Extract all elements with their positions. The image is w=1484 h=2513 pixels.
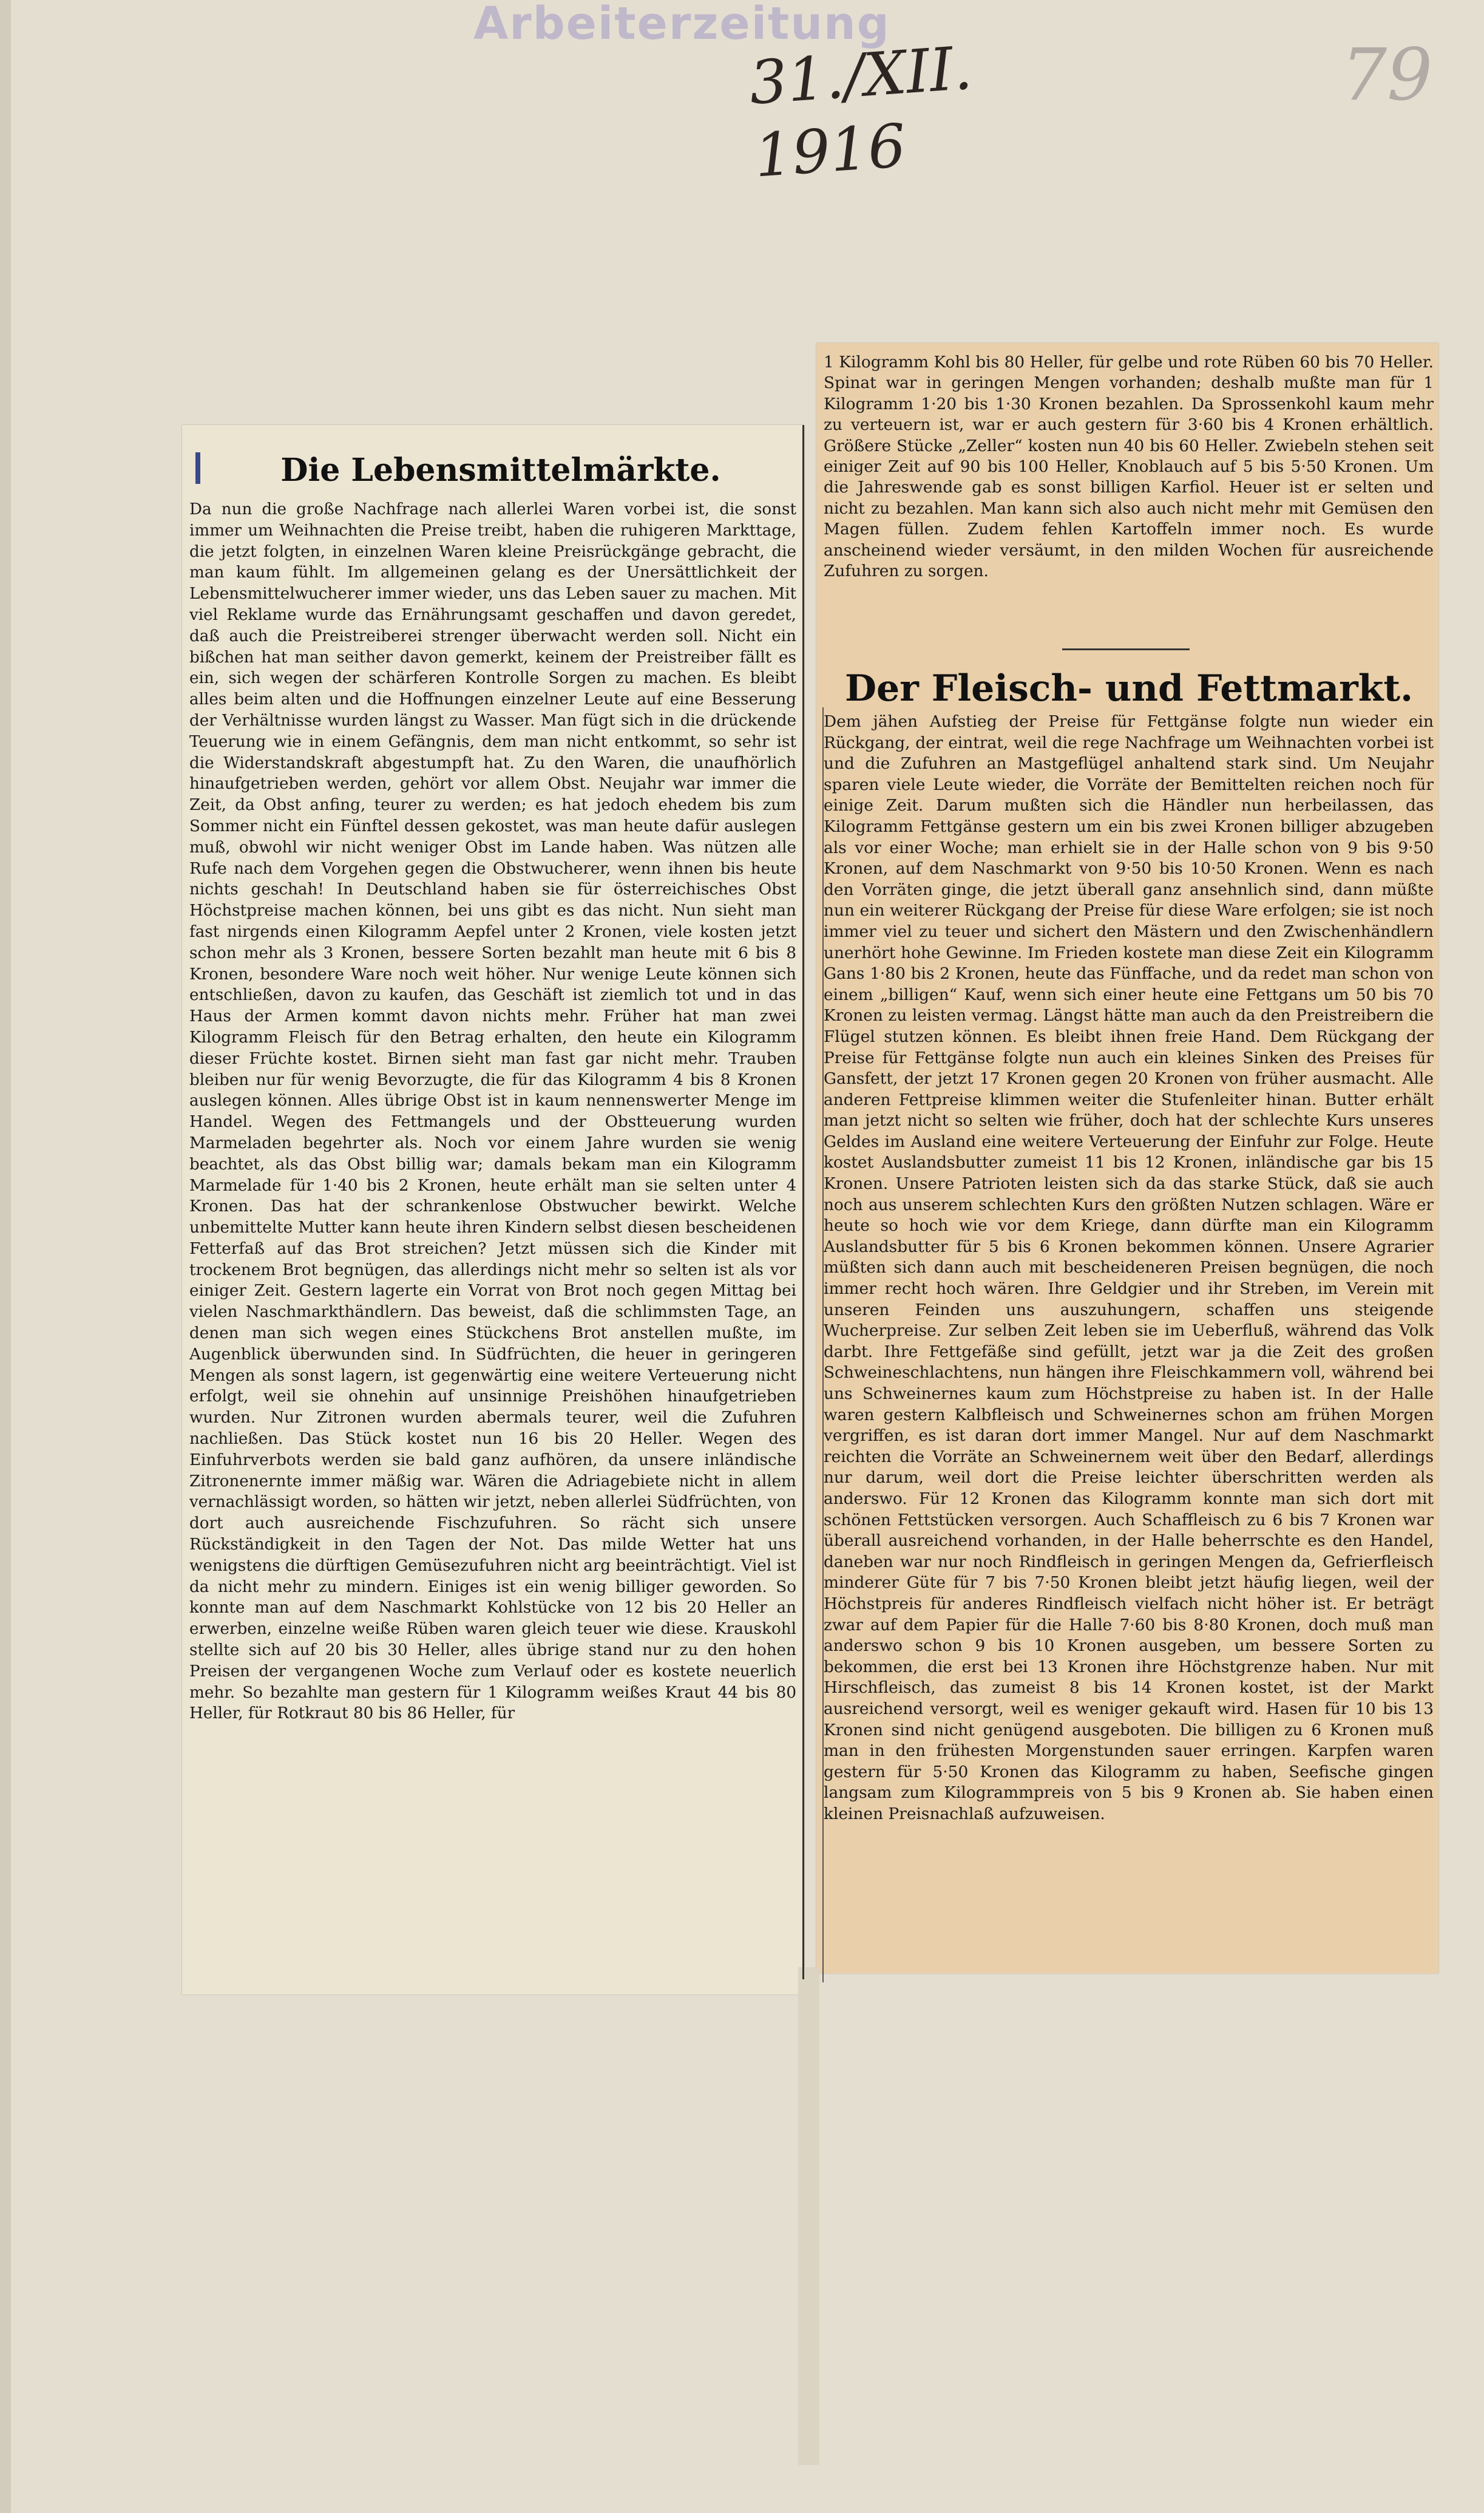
left-article-body: Da nun die große Nachfrage nach allerlei Waren vorbei ist, die sonst immer um Weihnachten die Preise treibt, haben die ruhigeren Markttage, die jetzt folgten, in einzelnen Waren kleine Preisrückgänge gebracht, die man kaum fühlt. Im allgemeinen gelang es der Unersättlichkeit der Lebensmittelwucherer immer wieder, uns das Leben sauer zu machen. Mit viel Reklame wurde das Ernährungsamt geschaffen und davon geredet, daß auch die Preistreiberei strenger überwacht werden soll. Nicht ein bißchen hat man seither davon gemerkt, keinem der Preistreiber fällt es ein, sich wegen der schärferen Kontrolle Sorgen zu machen. Es bleibt alles beim alten und die Hoffnungen einzelner Leute auf eine Besserung der Verhältnisse wurden längst zu Wasser. Man fügt sich in die drückende Teuerung wie in einem Gefängnis, dem man nicht entkommt, so sehr ist die Widerstandskraft abgestumpft hat. Zu den Waren, die unaufhörlich hinaufgetrieben werden, gehört vor allem Obst. Neujahr war immer die Zeit, da Obst anfing, teurer zu werden; es hat jedoch ehedem bis zum Sommer nicht ein Fünftel dessen gekostet, was man heute dafür auslegen muß, obwohl wir nicht weniger Obst im Lande haben. Was nützen alle Rufe nach dem Vorgehen gegen die Obstwucherer, wenn ihnen bis heute nichts geschah! In Deutschland haben sie für österreichisches Obst Höchstpreise machen können, bei uns gibt es das nicht. Nun sieht man fast nirgends einen Kilogramm Aepfel unter 2 Kronen, viele kosten jetzt schon mehr als 3 Kronen, bessere Sorten bezahlt man heute mit 6 bis 8 Kronen, besondere Ware noch weit höher. Nur wenige Leute können sich entschließen, davon zu kaufen, das Geschäft ist ziemlich tot und in das Haus der Armen kommt davon nichts mehr. Früher hat man zwei Kilogramm Fleisch für den Betrag erhalten, den heute ein Kilogramm dieser Früchte kostet. Birnen sieht man fast gar nicht mehr. Trauben bleiben nur für wenig Bevorzugte, die für das Kilogramm 4 bis 8 Kronen auslegen können. Alles übrige Obst ist in kaum nennenswerter Menge im Handel. Wegen des Fettmangels und der Obstteuerung wurden Marmeladen begehrter als. Noch vor einem Jahre wurden sie wenig beachtet, als das Obst billig war; damals bekam man ein Kilogramm Marmelade für 1·40 bis 2 Kronen, heute erhält man sie selten unter 4 Kronen. Das hat der schrankenlose Obstwucher bewirkt. Welche unbemittelte Mutter kann heute ihren Kindern selbst diesen bescheidenen Fetterfaß auf das Brot streichen? Jetzt müssen sich die Kinder mit trockenem Brot begnügen, das allerdings nicht mehr so selten ist als vor einiger Zeit. Gestern lagerte ein Vorrat von Brot noch gegen Mittag bei vielen Naschmarkthändlern. Das beweist, daß die schlimmsten Tage, an denen man sich wegen eines Stückchens Brot anstellen mußte, im Augenblick überwunden sind. In Südfrüchten, die heuer in geringeren Mengen als sonst lagern, ist gegenwärtig eine weitere Verteuerung nicht erfolgt, weil sie ohnehin auf unsinnige Preishöhen hinaufgetrieben wurden. Nur Zitronen wurden abermals teurer, weil die Zufuhren nachließen. Das Stück kostet nun 16 bis 20 Heller. Wegen des Einfuhrverbots werden sie bald ganz aufhören, da unsere inländische Zitronenernte immer mäßig war. Wären die Adriagebiete nicht in allem vernachlässigt worden, so hätten wir jetzt, neben allerlei Südfrüchten, von dort auch ausreichende Fischzufuhren. So rächt sich unsere Rückständigkeit in den Tagen der Not. Das milde Wetter hat uns wenigstens die dürftigen Gemüsezufuhren nicht arg beeinträchtigt. Viel ist da nicht mehr zu mindern. Einiges ist ein wenig billiger geworden. So konnte man auf dem Naschmarkt Kohlstücke von 12 bis 20 Heller an erwerben, einzelne weiße Rüben waren gleich teuer wie diese. Krauskohl stellte sich auf 20 bis 30 Heller, alles übrige stand nur zu den hohen Preisen der vergangenen Woche zum Verlauf oder es kostete neuerlich mehr. So bezahlte man gestern für 1 Kilogramm weißes Kraut 44 bis 80 Heller, für Rotkraut 80 bis 86 Heller, für xyxy=(189,500,796,1723)
right-article-title: Der Fleisch- und Fettmarkt. xyxy=(845,667,1413,710)
right-article-body: Dem jähen Aufstieg der Preise für Fettgänse folgte nun wieder ein Rückgang, der eintrat, weil die rege Nachfrage um Weihnachten vorbei ist und die Zufuhren an Mastgeflügel anhaltend stark sind. Um Neujahr sparen viele Leute wieder, die Vorräte der Bemittelten reichen noch für einige Zeit. Darum mußten sich die Händler nun herbeilassen, das Kilogramm Fettgänse gestern um ein bis zwei Kronen billiger abzugeben als vor einer Woche; man erhielt sie in der Halle schon von 9 bis 9·50 Kronen, auf dem Naschmarkt von 9·50 bis 10·50 Kronen. Wenn es nach den Vorräten ginge, die jetzt überall ganz ansehnlich sind, dann müßte nun ein weiterer Rückgang der Preise für diese Ware erfolgen; sie ist noch immer viel zu teuer und sichert den Mästern und den Zwischenhändlern unerhört hohe Gewinne. Im Frieden kostete man diese Zeit ein Kilogramm Gans 1·80 bis 2 Kronen, heute das Fünffache, und da redet man schon von einem „billigen“ Kauf, wenn sich einer heute eine Fettgans um 50 bis 70 Kronen zu leisten vermag. Längst hätte man auch da den Preistreibern die Flügel stutzen können. Es bleibt ihnen freie Hand. Dem Rückgang der Preise für Fettgänse folgte nun auch ein kleines Sinken des Preises für Gansfett, der jetzt 17 Kronen gegen 20 Kronen von früher ausmacht. Alle anderen Fettpreise klimmen weiter die Stufenleiter hinan. Butter erhält man jetzt nicht so selten wie früher, doch hat der schlechte Kurs unseres Geldes im Ausland eine weitere Verteuerung der Einfuhr zur Folge. Heute kostet Auslandsbutter zumeist 11 bis 12 Kronen, inländische gar bis 15 Kronen. Unsere Patrioten leisten sich da das starke Stück, daß sie auch noch aus unserem schlechten Kurs den größten Nutzen schlagen. Wäre er heute so hoch wie vor dem Kriege, dann dürfte man ein Kilogramm Auslandsbutter für 5 bis 6 Kronen bekommen können. Unsere Agrarier müßten sich dann auch mit bescheideneren Preisen begnügen, die noch immer recht hoch wären. Ihre Geldgier und ihr Streben, im Verein mit unseren Feinden uns auszuhungern, schaffen uns steigende Wucherpreise. Zur selben Zeit leben sie im Ueberfluß, während das Volk darbt. Ihre Fettgefäße sind gefüllt, jetzt war ja die Zeit des großen Schweineschlachtens, nun hängen ihre Fleischkammern voll, während bei uns Schweinernes kaum zum Höchstpreise zu haben ist. In der Halle waren gestern Kalbfleisch und Schweinernes schon am frühen Morgen vergriffen, es ist daran dort immer Mangel. Nur auf dem Naschmarkt reichten die Vorräte an Schweinernem weit über den Bedarf, allerdings nur darum, weil dort die Preise leichter überschritten werden als anderswo. Für 12 Kronen das Kilogramm konnte man sich dort mit schönen Fettstücken versorgen. Auch Schaffleisch zu 6 bis 7 Kronen war überall ausreichend vorhanden, in der Halle beherrschte es den Handel, daneben war nur noch Rindfleisch in geringen Mengen da, Gefrierfleisch minderer Güte für 7 bis 7·50 Kronen bleibt jetzt häufig liegen, weil der Höchstpreis für anderes Rindfleisch vielfach nicht höher ist. Er beträgt zwar auf dem Papier für die Halle 7·60 bis 8·80 Kronen, doch muß man anderswo schon 9 bis 10 Kronen ausgeben, um bessere Sorten zu bekommen, die erst bei 13 Kronen ihre Höchstgrenze haben. Nur mit Hirschfleisch, das zumeist 8 bis 14 Kronen kostet, ist der Markt ausreichend versorgt, weil es weniger gekauft wird. Hasen für 10 bis 13 Kronen sind nicht genügend ausgeboten. Die billigen zu 6 Kronen muß man in den frühesten Morgenstunden sauer erringen. Karpfen waren gestern für 5·50 Kronen das Kilogramm zu haben, Seefische gingen langsam zum Kilogrammpreis von 5 bis 9 Kronen ab. Sie haben einen kleinen Preisnachlaß aufzuweisen. xyxy=(824,712,1434,1823)
section-divider xyxy=(1062,648,1190,650)
column-rule xyxy=(802,425,804,1979)
continuation-body: 1 Kilogramm Kohl bis 80 Heller, für gelbe und rote Rüben 60 bis 70 Heller. Spinat war in geringen Mengen vorhanden; deshalb mußte man für 1 Kilogramm 1·20 bis 1·30 Kronen bezahlen. Da Sprossenkohl kaum mehr zu verteuern ist, war er auch gestern für 3·60 bis 4 Kronen erhältlich. Größere Stücke „Zeller“ kosten nun 40 bis 60 Heller. Zwiebeln stehen seit einiger Zeit auf 90 bis 100 Heller, Knoblauch auf 5 bis 5·50 Kronen. Um die Jahreswende gab es sonst billigen Karfiol. Heuer ist er selten und nicht zu bezahlen. Man kann sich also auch nicht mehr mit Gemüsen den Magen füllen. Zudem fehlen Kartoffeln immer noch. Es wurde anscheinend wieder versäumt, in den milden Wochen für ausreichende Zufuhren zu sorgen. xyxy=(824,353,1434,581)
newspaper-stamp: Arbeiterzeitung xyxy=(473,0,890,50)
sheet-edge xyxy=(0,0,11,2513)
left-article-title: Die Lebensmittelmärkte. xyxy=(280,452,721,489)
handwritten-date: 31./XII. 1916 xyxy=(747,33,975,191)
blue-pencil-mark xyxy=(195,452,200,484)
paste-strip xyxy=(798,1967,819,2465)
handwritten-page-number: 79 xyxy=(1341,33,1433,117)
